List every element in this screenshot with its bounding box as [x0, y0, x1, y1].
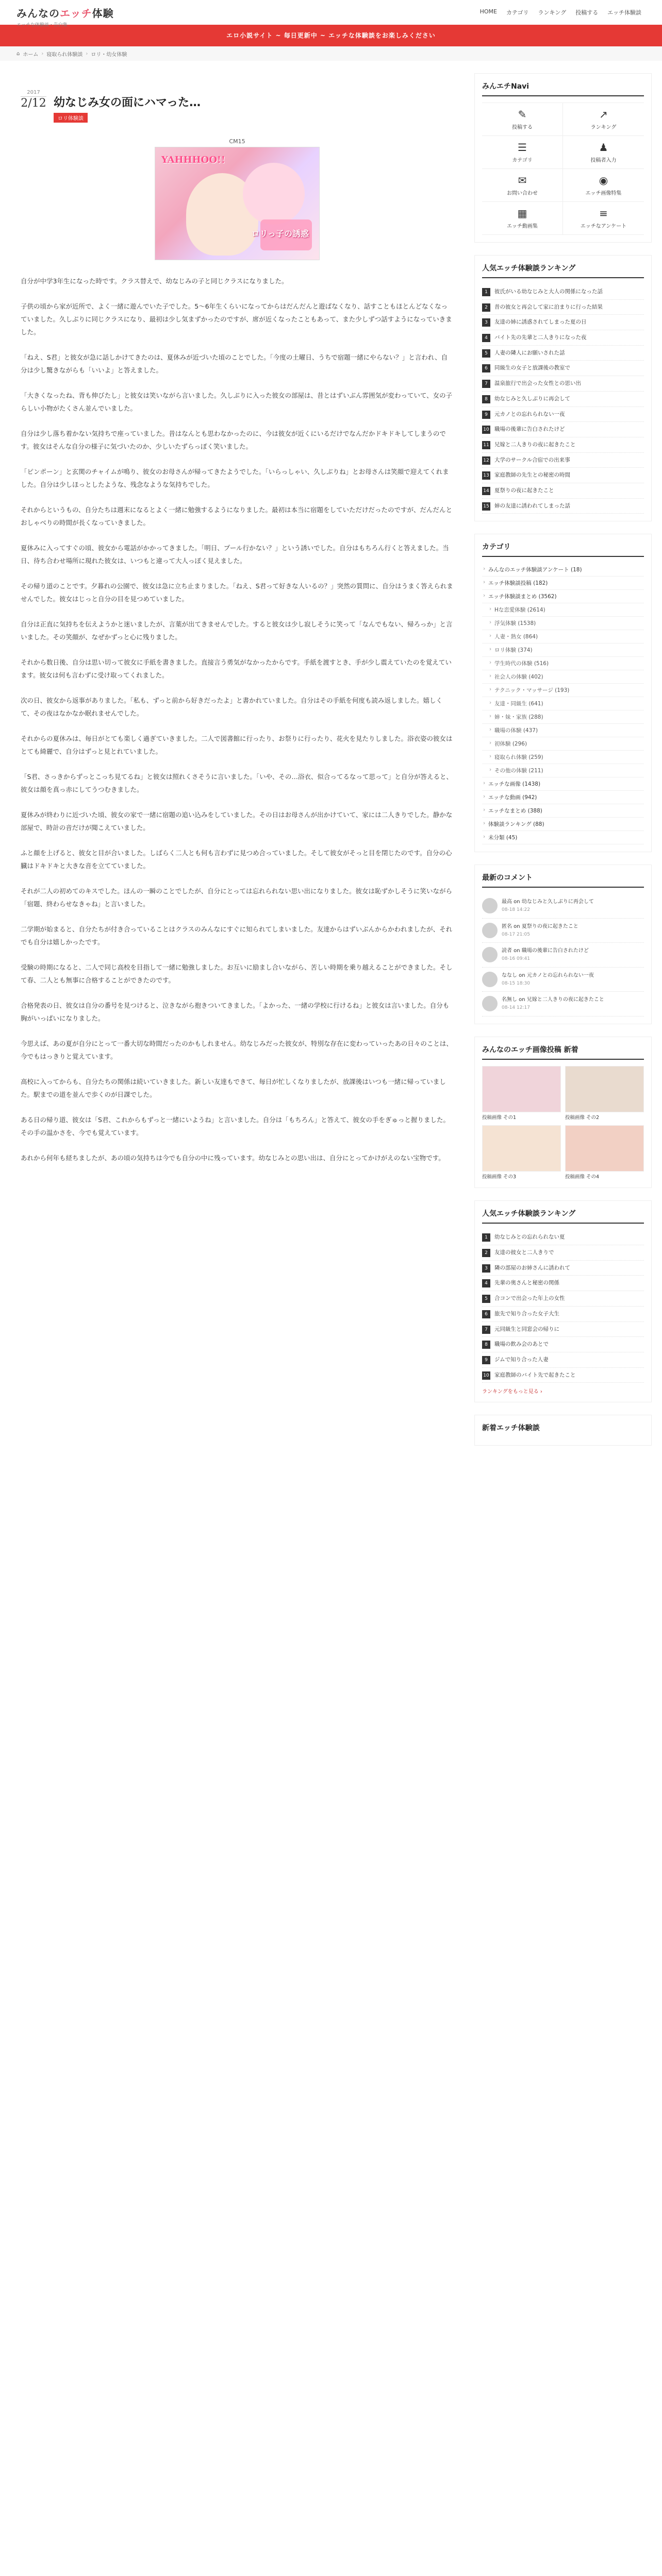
comment-body: [502, 898, 594, 914]
ranking-item[interactable]: [482, 1261, 644, 1276]
avatar: [482, 947, 498, 962]
ranking2-list: [482, 1230, 644, 1383]
category-item[interactable]: › 職場の体験 (437): [482, 724, 644, 737]
comment-text: 名無し on 兄嫁と二人きりの夜に起きたこと: [502, 997, 604, 1003]
site-header: [0, 0, 662, 28]
user-icon: ♟: [599, 141, 608, 154]
rank-number: 2: [482, 303, 490, 312]
list-icon: ≡: [599, 207, 608, 219]
ranking-item-label: 友達の彼女と二人きりで: [494, 1249, 554, 1256]
category-item[interactable]: › 人妻・熟女 (864): [482, 630, 644, 643]
hero-watermark: YAHHHOO!!: [161, 155, 225, 165]
nav-post[interactable]: 投稿する: [575, 9, 599, 16]
nav-home[interactable]: HOME: [479, 8, 497, 15]
mail-icon: ✉: [518, 174, 527, 187]
ranking2-title: 人気エッチ体験談ランキング: [482, 1208, 644, 1224]
breadcrumb-separator: ›: [86, 50, 88, 57]
post-date: [21, 90, 46, 110]
rank-number: 9: [482, 411, 490, 419]
breadcrumb: [0, 46, 662, 61]
ranking-item[interactable]: [482, 330, 644, 346]
ranking-item[interactable]: [482, 1307, 644, 1322]
ranking-item-label: バイト先の先輩と二人きりになった夜: [494, 334, 587, 341]
article-paragraph: 夏休みに入ってすぐの頃、彼女から電話がかかってきました。「明日、プール行かない？」という誘いでした。自分はもちろん行くと答えました。当日、待ち合わせ場所に現れた彼女は、いつもと違って大人っぽく見えました。: [21, 544, 449, 565]
ranking-item[interactable]: [482, 422, 644, 437]
rank-number: 5: [482, 349, 490, 358]
ranking-item[interactable]: [482, 1245, 644, 1261]
comment-row[interactable]: [482, 992, 644, 1016]
navi-link-1[interactable]: [563, 103, 644, 136]
comment-row[interactable]: [482, 943, 644, 968]
logo-subtitle: エッチな体験談・告白集: [16, 23, 68, 28]
pickup-caption: 投稿画像 その1: [482, 1114, 517, 1121]
rank-number: 14: [482, 487, 490, 495]
article-paragraph: 自分が中学3年生になった時です。クラス替えで、幼なじみの子と同じクラスになりました。: [21, 277, 288, 285]
breadcrumb-home[interactable]: ホーム: [23, 52, 39, 58]
article-paragraph: それが二人の初めてのキスでした。ほんの一瞬のことでしたが、自分にとっては忘れられない思い出になりました。彼女は恥ずかしそうに笑いながら「宿題、終わらせなきゃね」と言いました。: [21, 887, 453, 908]
navi-icon-grid: [482, 103, 644, 235]
ranking-item[interactable]: [482, 1230, 644, 1245]
camera-icon: ◉: [599, 174, 608, 187]
pickup-thumbnail: [482, 1125, 561, 1172]
ranking-title: 人気エッチ体験談ランキング: [482, 263, 644, 278]
ranking-card: [474, 255, 652, 521]
ranking-item-label: 先輩の奥さんと秘密の関係: [494, 1280, 559, 1286]
pickup-item[interactable]: [565, 1066, 644, 1121]
article-header: [21, 90, 454, 110]
category-item[interactable]: › 友達・同級生 (641): [482, 697, 644, 710]
nav-stories[interactable]: エッチ体験談: [607, 9, 641, 16]
article-paragraph: 次の日、彼女から返事がありました。「私も、ずっと前から好きだったよ」と書かれていました。自分はその手紙を何度も読み返しました。嬉しくて、その夜はなかなか眠れませんでした。: [21, 697, 443, 717]
navi-link-label: お問い合わせ: [507, 191, 538, 196]
article-paragraph: 「ピンポーン」と玄関のチャイムが鳴り、彼女のお母さんが帰ってきたようでした。「いらっしゃい、久しぶりね」とお母さんは笑顔で迎えてくれました。自分は少しほっとしたような、残念なような気持ちでした。: [21, 468, 449, 488]
breadcrumb-subcategory[interactable]: ロリ・幼女体験: [91, 52, 127, 58]
navi-link-3[interactable]: [563, 136, 644, 169]
avatar: [482, 898, 498, 913]
category-item[interactable]: › エッチな動画 (942): [482, 791, 644, 804]
navi-card: [474, 73, 652, 243]
category-item[interactable]: › 未分類 (45): [482, 831, 644, 844]
category-item[interactable]: › 社会人の体験 (402): [482, 670, 644, 684]
article-paragraph: 夏休みが終わりに近づいた頃、彼女の家で一緒に宿題の追い込みをしていました。その日はお母さんが出かけていて、家には二人きりでした。静かな部屋で、時計の音だけが聞こえていました。: [21, 811, 453, 832]
rank-number: 8: [482, 395, 490, 403]
article-body: [21, 275, 454, 1164]
ranking-item[interactable]: [482, 346, 644, 361]
pickup-item[interactable]: [482, 1066, 561, 1121]
ranking-item-label: 同級生の女子と放課後の教室で: [494, 365, 570, 371]
pickup-caption: 投稿画像 その3: [482, 1174, 517, 1180]
ranking-item-label: 職場の後輩に告白されたけど: [494, 426, 565, 433]
ranking-item-label: 昔の彼女と再会して家に泊まりに行った結果: [494, 303, 603, 310]
category-item[interactable]: › 姉・妹・家族 (288): [482, 710, 644, 724]
pickup-caption: 投稿画像 その2: [565, 1114, 600, 1121]
sidebar: [474, 73, 652, 1458]
ranking-item-label: 夏祭りの夜に起きたこと: [494, 487, 554, 494]
ranking-item[interactable]: [482, 1276, 644, 1291]
rank-number: 15: [482, 502, 490, 511]
rank-number: 5: [482, 1295, 490, 1303]
article-paragraph: 高校に入ってからも、自分たちの関係は続いていきました。新しい友達もできて、毎日が忙しくなりましたが、放課後はいつも一緒に帰っていました。駅までの道を並んで歩くのが日課でした。: [21, 1078, 446, 1098]
comment-date: 08-15 18:30: [502, 980, 530, 986]
ranking-item-label: 兄嫁と二人きりの夜に起きたこと: [494, 441, 576, 448]
category-item[interactable]: › 寝取られ体験 (259): [482, 751, 644, 764]
rank-number: 6: [482, 364, 490, 372]
article-paragraph: 「大きくなったね、背も伸びたし」と彼女は笑いながら言いました。久しぶりに入った彼女の部屋は、昔とはずいぶん雰囲気が変わっていて、女の子らしい小物がたくさん並んでいました。: [21, 392, 453, 412]
ranking-item[interactable]: [482, 315, 644, 330]
comment-list: [482, 894, 644, 1016]
article-paragraph: それからの夏休みは、毎日がとても楽しく過ぎていきました。二人で図書館に行ったり、お祭りに行ったり、花火を見たりしました。浴衣姿の彼女はとても綺麗で、自分はずっと見とれていました。: [21, 735, 453, 755]
rank-number: 10: [482, 1371, 490, 1380]
ranking-item-label: 元同級生と同窓会の帰りに: [494, 1326, 559, 1332]
promo-banner[interactable]: エロ小説サイト ~ 毎日更新中 ~ エッチな体験談をお楽しみください: [0, 25, 662, 46]
category-item[interactable]: › エッチなまとめ (388): [482, 804, 644, 818]
rank-number: 7: [482, 1326, 490, 1334]
ranking-item-label: 家庭教師のバイト先で起きたこと: [494, 1371, 576, 1378]
navi-link-4[interactable]: [482, 169, 563, 202]
ranking-item-label: 彼氏がいる幼なじみと大人の関係になった話: [494, 289, 603, 295]
ranking-item-label: 温泉旅行で出会った女性との思い出: [494, 380, 581, 387]
ranking-item[interactable]: [482, 437, 644, 453]
navi-link-5[interactable]: [563, 169, 644, 202]
ranking-item[interactable]: [482, 361, 644, 376]
article-paragraph: 今思えば、あの夏が自分にとって一番大切な時間だったのかもしれません。幼なじみだった彼女が、特別な存在に変わっていったあの日々のことは、今でもはっきりと覚えています。: [21, 1040, 453, 1060]
navi-link-2[interactable]: [482, 136, 563, 169]
ranking-item-label: 友達の姉に誘惑されてしまった夏の日: [494, 319, 587, 326]
category-item[interactable]: › その他の体験 (211): [482, 764, 644, 777]
ranking-item-label: 幼なじみと久しぶりに再会して: [494, 395, 570, 402]
ranking-item-label: 合コンで出会った年上の女性: [494, 1295, 565, 1302]
pickup-thumbnail: [482, 1066, 561, 1112]
comment-body: [502, 996, 604, 1012]
category-item[interactable]: › エッチ体験談まとめ (3562): [482, 590, 644, 603]
rank-number: 12: [482, 456, 490, 465]
ranking-item[interactable]: [482, 468, 644, 483]
ranking-item[interactable]: [482, 1337, 644, 1352]
comment-date: 08-18 14:22: [502, 907, 530, 913]
comment-date: 08-16 09:41: [502, 956, 530, 962]
article-paragraph: ある日の帰り道、彼女は「S君、これからもずっと一緒にいようね」と言いました。自分は「もちろん」と答えて、彼女の手をぎゅっと握りました。その手の温かさを、今でも覚えています。: [21, 1116, 450, 1137]
logo-prefix: みんなの: [16, 7, 60, 20]
hero-figure: [243, 163, 305, 225]
category-item[interactable]: › エッチ体験談投稿 (182): [482, 577, 644, 590]
category-item[interactable]: › 体験談ランキング (88): [482, 818, 644, 831]
page-layout: [0, 61, 662, 1458]
ranking-item-label: 職場の飲み会のあとで: [494, 1341, 549, 1348]
rank-number: 1: [482, 288, 490, 296]
ranking-item[interactable]: [482, 453, 644, 468]
comment-body: [502, 923, 578, 939]
article-paragraph: 二学期が始まると、自分たちが付き合っていることはクラスのみんなにすぐに知られてしまいました。友達からはずいぶんからかわれましたが、それでも自分は嬉しかったです。: [21, 925, 453, 946]
category-item[interactable]: › 浮気体験 (1538): [482, 617, 644, 630]
navi-link-0[interactable]: [482, 103, 563, 136]
article-paragraph: あれから何年も経ちましたが、あの頃の気持ちは今でも自分の中に残っています。幼なじみとの思い出は、自分にとってかけがえのない宝物です。: [21, 1154, 445, 1162]
category-icon: ☰: [518, 141, 527, 154]
ranking-item[interactable]: [482, 407, 644, 422]
ranking-item[interactable]: [482, 1368, 644, 1383]
rank-number: 8: [482, 1341, 490, 1349]
rank-number: 13: [482, 471, 490, 480]
category-item[interactable]: › Hな恋愛体験 (2614): [482, 603, 644, 617]
navi-link-label: エッチなアンケート: [580, 224, 627, 229]
hero-title-logo: ロリっ子の誘惑: [251, 229, 309, 239]
navi-link-label: 投稿する: [512, 125, 533, 130]
comment-text: ななし on 元カノとの忘れられない一夜: [502, 972, 594, 978]
ranking-item-label: 元カノとの忘れられない一夜: [494, 411, 565, 417]
avatar: [482, 972, 498, 987]
grid-icon: ▦: [517, 207, 527, 219]
comment-text: 読者 on 職場の後輩に告白されたけど: [502, 948, 589, 954]
logo-highlight: エッチ: [60, 7, 92, 20]
ranking-item-label: 大学のサークル合宿での出来事: [494, 456, 570, 463]
ranking-item[interactable]: [482, 1291, 644, 1307]
pickup-title: みんなのエッチ画像投稿 新着: [482, 1044, 644, 1060]
comment-date: 08-17 21:05: [502, 931, 530, 937]
home-icon: ⌂: [16, 50, 20, 57]
navi-link-label: エッチ動画集: [507, 224, 538, 229]
rank-number: 10: [482, 426, 490, 434]
comments-card: [474, 865, 652, 1024]
category-item[interactable]: › 初体験 (296): [482, 737, 644, 751]
ranking-item[interactable]: [482, 483, 644, 499]
rank-number: 2: [482, 1249, 490, 1257]
pickup-item[interactable]: [565, 1125, 644, 1180]
rank-number: 7: [482, 380, 490, 388]
pencil-icon: ✎: [518, 108, 527, 121]
article-paragraph: 「ねえ、S君」と彼女が急に話しかけてきたのは、夏休みが近づいた頃のことでした。「今度の土曜日、うちで宿題一緒にやらない？」と言われ、自分は少し驚きながらも「いいよ」と答えました。: [21, 353, 448, 374]
category-tag[interactable]: ロリ体験談: [54, 113, 88, 123]
ranking-item-label: 隣の部屋のお姉さんに誘われて: [494, 1264, 570, 1271]
navi-link-6[interactable]: [482, 202, 563, 235]
category-list: [482, 563, 644, 844]
article-paragraph: 自分は少し落ち着かない気持ちで座っていました。昔はなんとも思わなかったのに、今は彼女が近くにいるだけでなんだかドキドキしてしまうのです。彼女はそんな自分の様子に気づいたのか、少しいたずらっぽく笑いました。: [21, 430, 446, 450]
site-logo[interactable]: [16, 5, 114, 28]
rank-number: 3: [482, 318, 490, 327]
ranking-icon: ↗: [599, 108, 608, 121]
breadcrumb-category[interactable]: 寝取られ体験談: [46, 52, 83, 58]
pickup-caption: 投稿画像 その4: [565, 1174, 600, 1180]
navi-link-label: ランキング: [590, 125, 617, 130]
rank-number: 9: [482, 1356, 490, 1364]
ranking-item-label: 人妻の隣人にお願いされた話: [494, 349, 565, 356]
ranking-item[interactable]: [482, 284, 644, 300]
article-paragraph: ふと顔を上げると、彼女と目が合いました。しばらく二人とも何も言わずに見つめ合っていました。そして彼女がそっと目を閉じたのです。自分の心臓はドキドキと大きな音を立てていました。: [21, 849, 452, 870]
article-main: [10, 73, 464, 1458]
hero-image[interactable]: [155, 147, 320, 260]
feed-card: [474, 1415, 652, 1446]
pickup-thumbnail: [565, 1125, 644, 1172]
ranking-list: [482, 284, 644, 514]
comment-text: 最高 on 幼なじみと久しぶりに再会して: [502, 899, 594, 905]
navi-title: みんエチNavi: [482, 81, 644, 96]
pickup-item[interactable]: [482, 1125, 561, 1180]
ranking-item-label: 旅先で知り合った女子大生: [494, 1310, 559, 1317]
navi-link-label: カテゴリ: [512, 158, 533, 163]
ranking-item[interactable]: [482, 376, 644, 392]
comment-text: 匿名 on 夏祭りの夜に起きたこと: [502, 923, 578, 929]
article-paragraph: 子供の頃から家が近所で、よく一緒に遊んでいた子でした。5〜6年生くらいになってからはだんだんと遊ばなくなり、話すこともほとんどなくなっていました。久しぶりに同じクラスになり、最初は少し気まずかったのですが、席が近くなったこともあって、また少しずつ話すようになっていきました。: [21, 302, 452, 336]
comment-row[interactable]: [482, 968, 644, 992]
post-monthday: 2/12: [21, 97, 46, 110]
pickup-card: [474, 1037, 652, 1189]
breadcrumb-separator: ›: [41, 50, 44, 57]
ranking-more-link[interactable]: ランキングをもっと見る ›: [482, 1389, 542, 1395]
ranking-item[interactable]: [482, 1352, 644, 1368]
comment-body: [502, 947, 589, 963]
navi-link-label: 投稿者入力: [590, 158, 617, 163]
rank-number: 6: [482, 1310, 490, 1318]
comment-row[interactable]: [482, 919, 644, 943]
comment-body: [502, 972, 594, 988]
rank-number: 11: [482, 441, 490, 449]
nav-ranking[interactable]: ランキング: [538, 9, 567, 16]
category-item[interactable]: › 学生時代の体験 (516): [482, 657, 644, 670]
article-paragraph: 「S君、さっきからずっとこっち見てるね」と彼女は照れくさそうに言いました。「いや、その…浴衣、似合ってるなって思って」と自分が答えると、彼女は顔を真っ赤にしてうつむきました。: [21, 773, 453, 793]
rank-number: 4: [482, 1279, 490, 1287]
article-paragraph: それから数日後、自分は思い切って彼女に手紙を書きました。直接言う勇気がなかったからです。手紙を渡すとき、手が少し震えていたのを覚えています。彼女は何も言わずに受け取ってくれました。: [21, 658, 452, 679]
ranking-item-label: 家庭教師の先生との秘密の時間: [494, 472, 570, 479]
article-paragraph: その帰り道のことです。夕暮れの公園で、彼女は急に立ち止まりました。「ねえ、S君って好きな人いるの？」突然の質問に、自分はうまく答えられませんでした。彼女はじっと自分の目を見つめていました。: [21, 582, 453, 603]
rank-number: 4: [482, 334, 490, 342]
category-title: カテゴリ: [482, 541, 644, 557]
feed-title: 新着エッチ体験談: [482, 1424, 540, 1433]
comment-row[interactable]: [482, 894, 644, 919]
comment-date: 08-14 12:17: [502, 1005, 530, 1011]
hero-label: CM15: [229, 138, 245, 145]
avatar: [482, 923, 498, 938]
ranking-item-label: 姉の友達に誘われてしまった話: [494, 502, 570, 509]
category-item[interactable]: › エッチな画像 (1438): [482, 777, 644, 791]
ranking-item-label: 幼なじみとの忘れられない夏: [494, 1234, 565, 1241]
pickup-grid: [482, 1066, 644, 1181]
logo-suffix: 体験: [92, 7, 114, 20]
article-paragraph: 自分は正直に気持ちを伝えようかと迷いましたが、言葉が出てきませんでした。すると彼女は少し寂しそうに笑って「なんでもない、帰ろっか」と言いました。その笑顔が、なぜかずっと心に残りました。: [21, 620, 453, 641]
article-paragraph: 受験の時期になると、二人で同じ高校を目指して一緒に勉強しました。お互いに励まし合いながら、苦しい時期を乗り越えることができました。そして春、二人とも無事に合格することができたのです。: [21, 963, 453, 984]
nav-category[interactable]: カテゴリ: [506, 9, 529, 16]
ranking-item[interactable]: [482, 392, 644, 407]
article-paragraph: 合格発表の日、彼女は自分の番号を見つけると、泣きながら抱きついてきました。「よかった、一緒の学校に行けるね」と彼女は言いました。自分も胸がいっぱいになりました。: [21, 1002, 450, 1022]
rank-number: 1: [482, 1233, 490, 1242]
ranking-item[interactable]: [482, 1322, 644, 1337]
top-nav: [480, 8, 641, 16]
article-paragraph: それからというもの、自分たちは週末になるとよく一緒に勉強するようになりました。最初は本当に宿題をしていただけだったのですが、だんだんとおしゃべりの時間が長くなっていきました。: [21, 506, 453, 527]
ranking-item[interactable]: [482, 499, 644, 514]
hero-section: [21, 138, 454, 262]
rank-number: 3: [482, 1264, 490, 1273]
category-item[interactable]: › テクニック・マッサージ (193): [482, 684, 644, 697]
article-title: 幼なじみ女の面にハマった…: [54, 96, 201, 109]
ranking2-card: [474, 1200, 652, 1402]
ranking-item-label: ジムで知り合った人妻: [494, 1356, 549, 1363]
pickup-thumbnail: [565, 1066, 644, 1112]
navi-link-label: エッチ画像特集: [585, 191, 622, 196]
category-item[interactable]: › みんなのエッチ体験談アンケート (18): [482, 563, 644, 577]
navi-link-7[interactable]: [563, 202, 644, 235]
ranking-item[interactable]: [482, 300, 644, 315]
avatar: [482, 996, 498, 1011]
post-year: 2017: [21, 90, 46, 97]
comments-title: 最新のコメント: [482, 872, 644, 888]
category-card: [474, 534, 652, 852]
category-item[interactable]: › ロリ体験 (374): [482, 643, 644, 657]
